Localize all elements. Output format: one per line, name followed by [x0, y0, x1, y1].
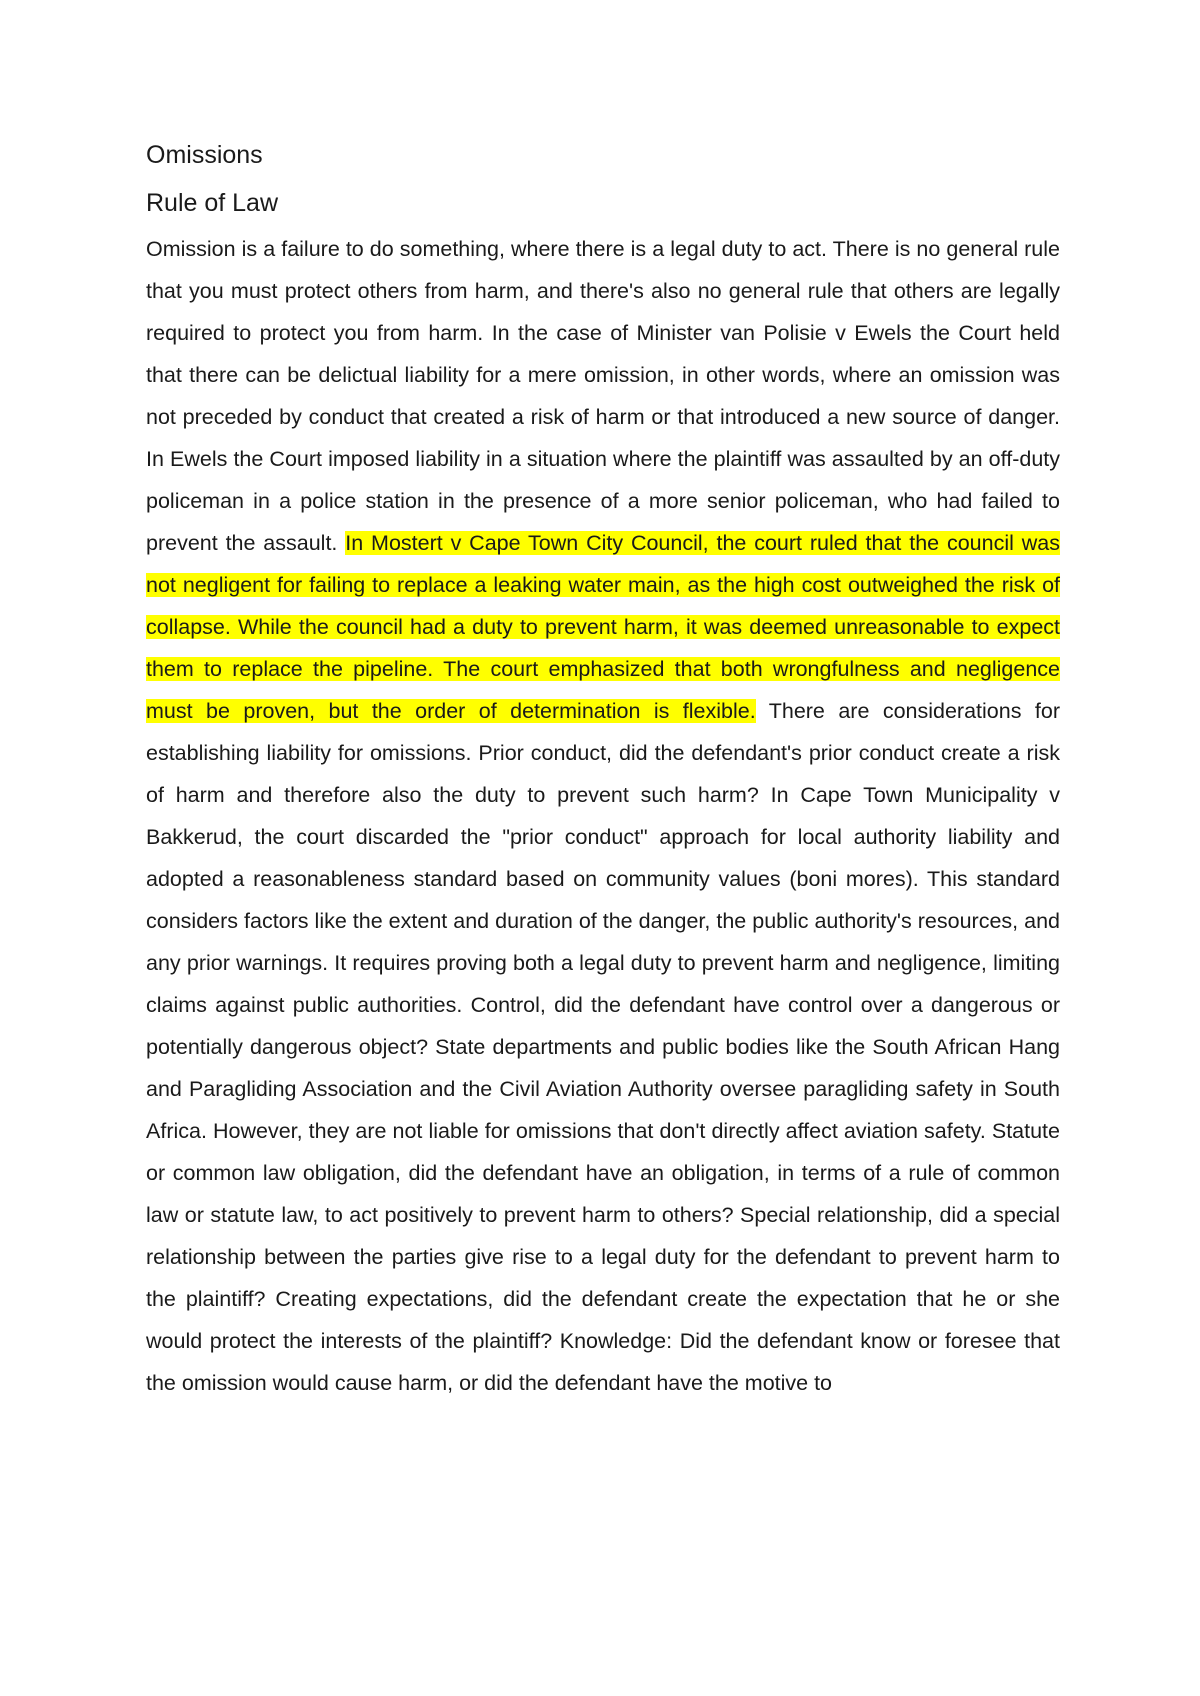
- document-title: Omissions: [146, 141, 263, 169]
- section-heading: Rule of Law: [146, 189, 279, 217]
- paragraph-text-continuation: There are considerations for establishing liability for omissions. Prior conduct, did the defendant's prior conduct create a risk of harm and therefore also the duty to prevent such harm? In Cape Town Municipality v Bakkerud, the court discarded the "prior conduct" approach for local authority liability and adopted a reasonableness standard based on community values (boni mores). This standard considers factors like the extent and duration of the danger, the public authority's resources, and any prior warnings. It requires proving both a legal duty to prevent harm and negligence, limiting claims against public authorities. Control, did the defendant have control over a dangerous or potentially dangerous object? State departments and public bodies like the South African Hang and Paragliding Association and the Civil Aviation Authority oversee paragliding safety in South Africa. However, they are not liable for omissions that don't directly affect aviation safety. Statute or common law obligation, did the defendant have an obligation, in terms of a rule of common law or statute law, to act positively to prevent harm to others? Special relationship, did a special relationship between the parties give rise to a legal duty for the defendant to prevent harm to the plaintiff? Creating expectations, did the defendant create the expectation that he or she would protect the interests of the plaintiff? Knowledge: Did the defendant know or foresee that the omission would cause harm, or did the defendant have the motive to: [146, 699, 1060, 1395]
- document-page: [146, 140, 1060, 1404]
- body-paragraph: [146, 228, 1060, 1404]
- highlighted-text: In Mostert v Cape Town City Council, the court ruled that the council was not negligent for failing to replace a leaking water main, as the high cost outweighed the risk of collapse. While the council had a duty to prevent harm, it was deemed unreasonable to expect them to replace the pipeline. The court emphasized that both wrongfulness and negligence must be proven, but the order of determination is flexible.: [146, 531, 1060, 723]
- paragraph-text-intro: Omission is a failure to do something, where there is a legal duty to act. There is no general rule that you must protect others from harm, and there's also no general rule that others are legally required to protect you from harm. In the case of Minister van Polisie v Ewels the Court held that there can be delictual liability for a mere omission, in other words, where an omission was not preceded by conduct that created a risk of harm or that introduced a new source of danger. In Ewels the Court imposed liability in a situation where the plaintiff was assaulted by an off-duty policeman in a police station in the presence of a more senior policeman, who had failed to prevent the assault.: [146, 237, 1060, 555]
